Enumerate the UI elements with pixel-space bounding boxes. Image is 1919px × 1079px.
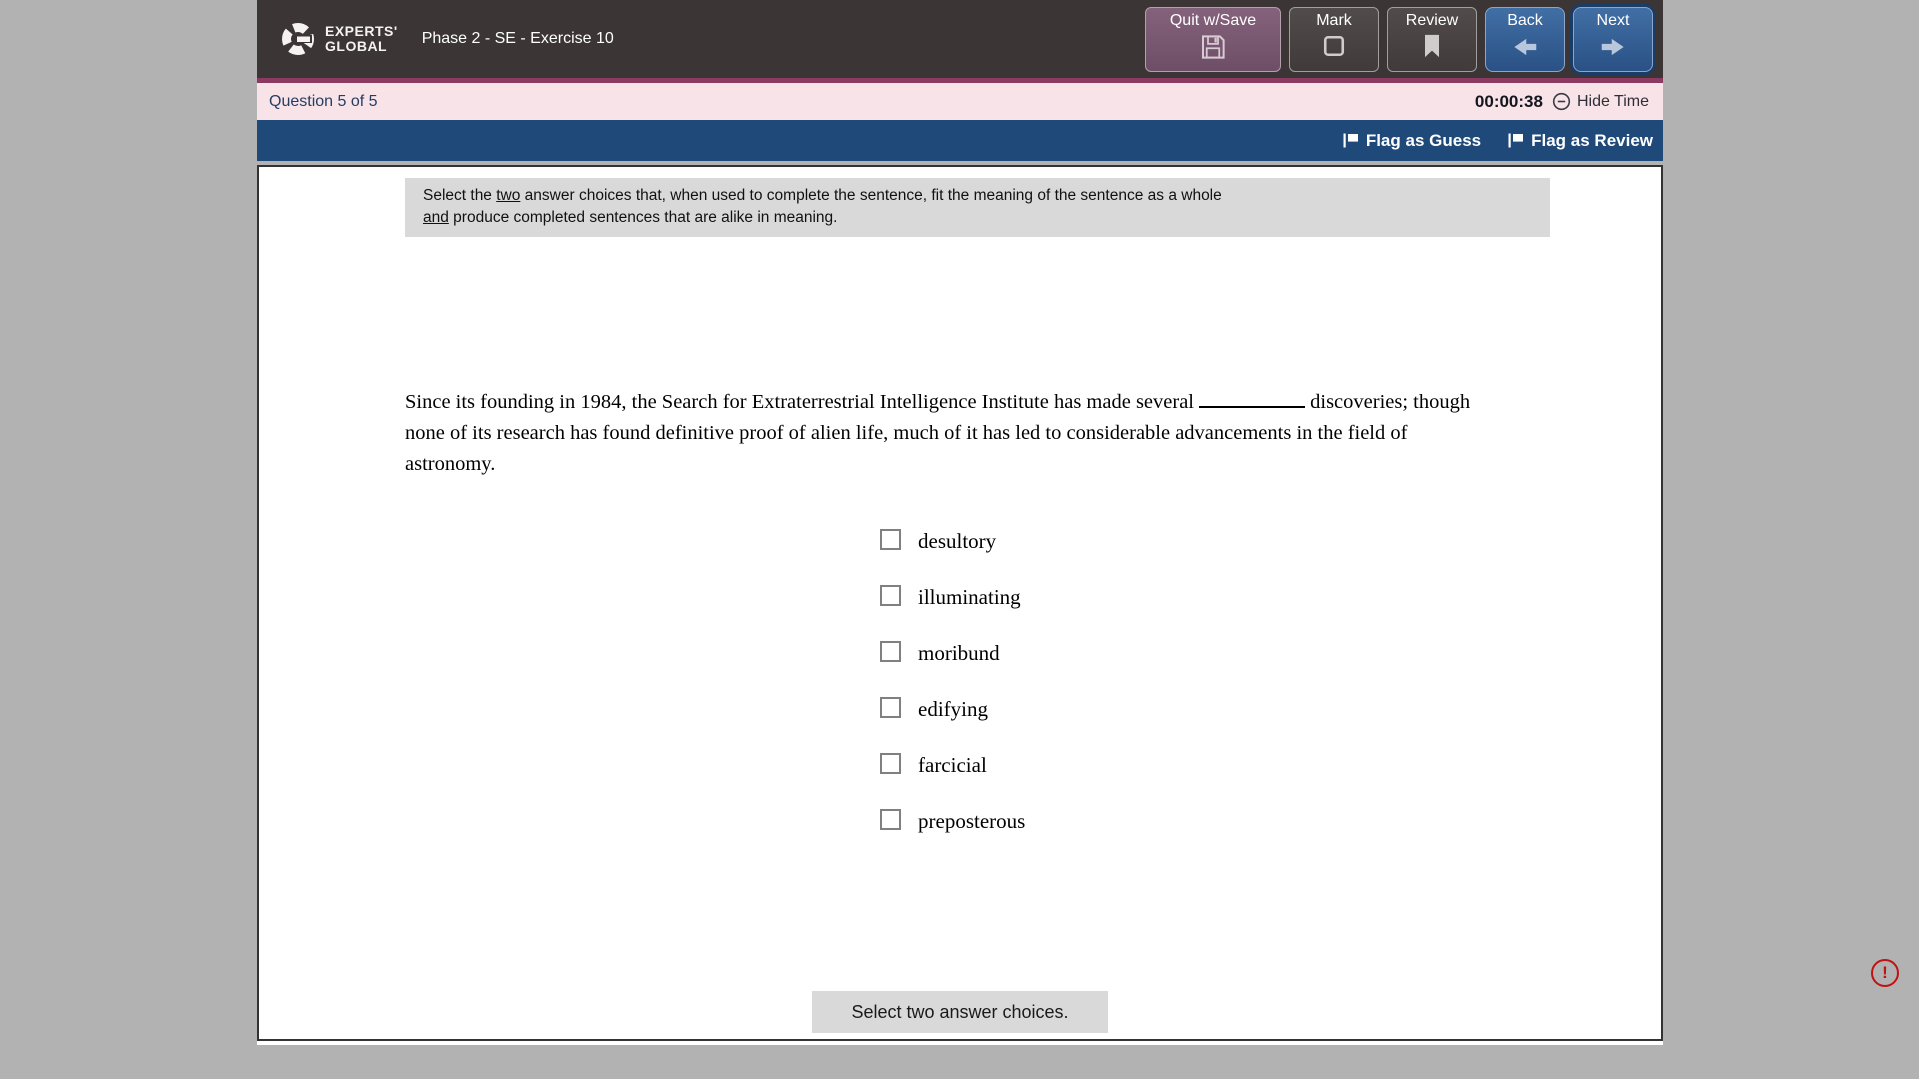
hide-time-toggle[interactable] — [1552, 92, 1649, 111]
instruction-text-pre: Select the — [423, 187, 497, 204]
logo-g-icon — [280, 21, 316, 57]
choice-label: moribund — [918, 640, 1000, 665]
hide-time-label: Hide Time — [1576, 92, 1649, 110]
select-two-note: Select two answer choices. — [812, 991, 1108, 1033]
question-panel — [257, 165, 1663, 1041]
quit-with-save-label: Quit w/Save — [1169, 12, 1257, 29]
instruction-text-post: produce completed sentences that are alike in meaning. — [448, 209, 838, 226]
back-label: Back — [1507, 12, 1543, 29]
exercise-title: Phase 2 - SE - Exercise 10 — [421, 30, 614, 47]
test-window — [257, 0, 1663, 1041]
review-button[interactable] — [1387, 7, 1477, 72]
bookmark-icon — [1418, 32, 1446, 60]
instruction-underlined-and: and — [423, 209, 449, 226]
flag-as-guess-label: Flag as Guess — [1365, 130, 1482, 150]
floppy-disk-icon — [1198, 32, 1228, 62]
flag-icon — [1342, 132, 1359, 149]
instruction-underlined-two: two — [496, 187, 521, 204]
choice-checkbox[interactable] — [880, 529, 901, 550]
header-buttons — [1145, 7, 1663, 72]
next-button[interactable] — [1573, 7, 1653, 72]
question-progress: Question 5 of 5 — [269, 92, 378, 110]
question-status-bar — [257, 83, 1663, 120]
alert-exclamation-icon[interactable]: ! — [1871, 959, 1899, 987]
quit-with-save-button[interactable] — [1145, 7, 1281, 72]
choice-checkbox[interactable] — [880, 641, 901, 662]
logo-text: EXPERTS' GLOBAL — [325, 23, 398, 54]
choice-checkbox[interactable] — [880, 697, 901, 718]
arrow-left-icon — [1510, 32, 1540, 62]
arrow-right-icon — [1598, 32, 1628, 62]
question-stem — [405, 387, 1500, 480]
flag-as-guess-button[interactable] — [1342, 131, 1481, 151]
choice-row[interactable] — [880, 808, 1026, 833]
choice-label: desultory — [918, 528, 997, 553]
header-bar — [257, 0, 1663, 78]
stem-before-blank: Since its founding in 1984, the Search for Extraterrestrial Intelligence Institute has made several — [405, 391, 1194, 413]
choice-label: illuminating — [918, 584, 1021, 609]
choice-label: edifying — [918, 696, 988, 721]
flag-as-review-button[interactable] — [1507, 131, 1653, 151]
choice-label: preposterous — [918, 808, 1026, 833]
experts-global-logo — [280, 21, 398, 57]
answer-blank — [1199, 388, 1305, 409]
back-button[interactable] — [1485, 7, 1565, 72]
choice-row[interactable] — [880, 752, 1025, 777]
choice-row[interactable] — [880, 640, 1025, 665]
instruction-text-mid: answer choices that, when used to complete the sentence, fit the meaning of the sentence as a whole — [520, 187, 1222, 204]
choice-checkbox[interactable] — [880, 585, 901, 606]
choice-checkbox[interactable] — [880, 809, 901, 830]
mark-button[interactable] — [1289, 7, 1379, 72]
flag-icon — [1507, 132, 1524, 149]
mark-label: Mark — [1316, 12, 1352, 29]
instruction-box — [405, 178, 1550, 237]
minus-circle-icon — [1552, 92, 1571, 111]
choice-row[interactable] — [880, 528, 1025, 553]
square-outline-icon — [1320, 32, 1348, 60]
choice-row[interactable] — [880, 584, 1025, 609]
choice-row[interactable] — [880, 696, 1025, 721]
choice-checkbox[interactable] — [880, 753, 901, 774]
flag-as-review-label: Flag as Review — [1531, 130, 1653, 150]
flag-bar — [257, 120, 1663, 161]
review-label: Review — [1405, 12, 1459, 29]
next-label: Next — [1596, 12, 1630, 29]
timer-display: 00:00:38 — [1474, 91, 1543, 111]
choice-label: farcicial — [918, 752, 987, 777]
answer-choices — [880, 529, 1025, 865]
stem-after-blank: discoveries; though none of its research has found definitive proof of alien life, much of it has led to considerable advancements in the field of astronomy. — [405, 391, 1471, 475]
